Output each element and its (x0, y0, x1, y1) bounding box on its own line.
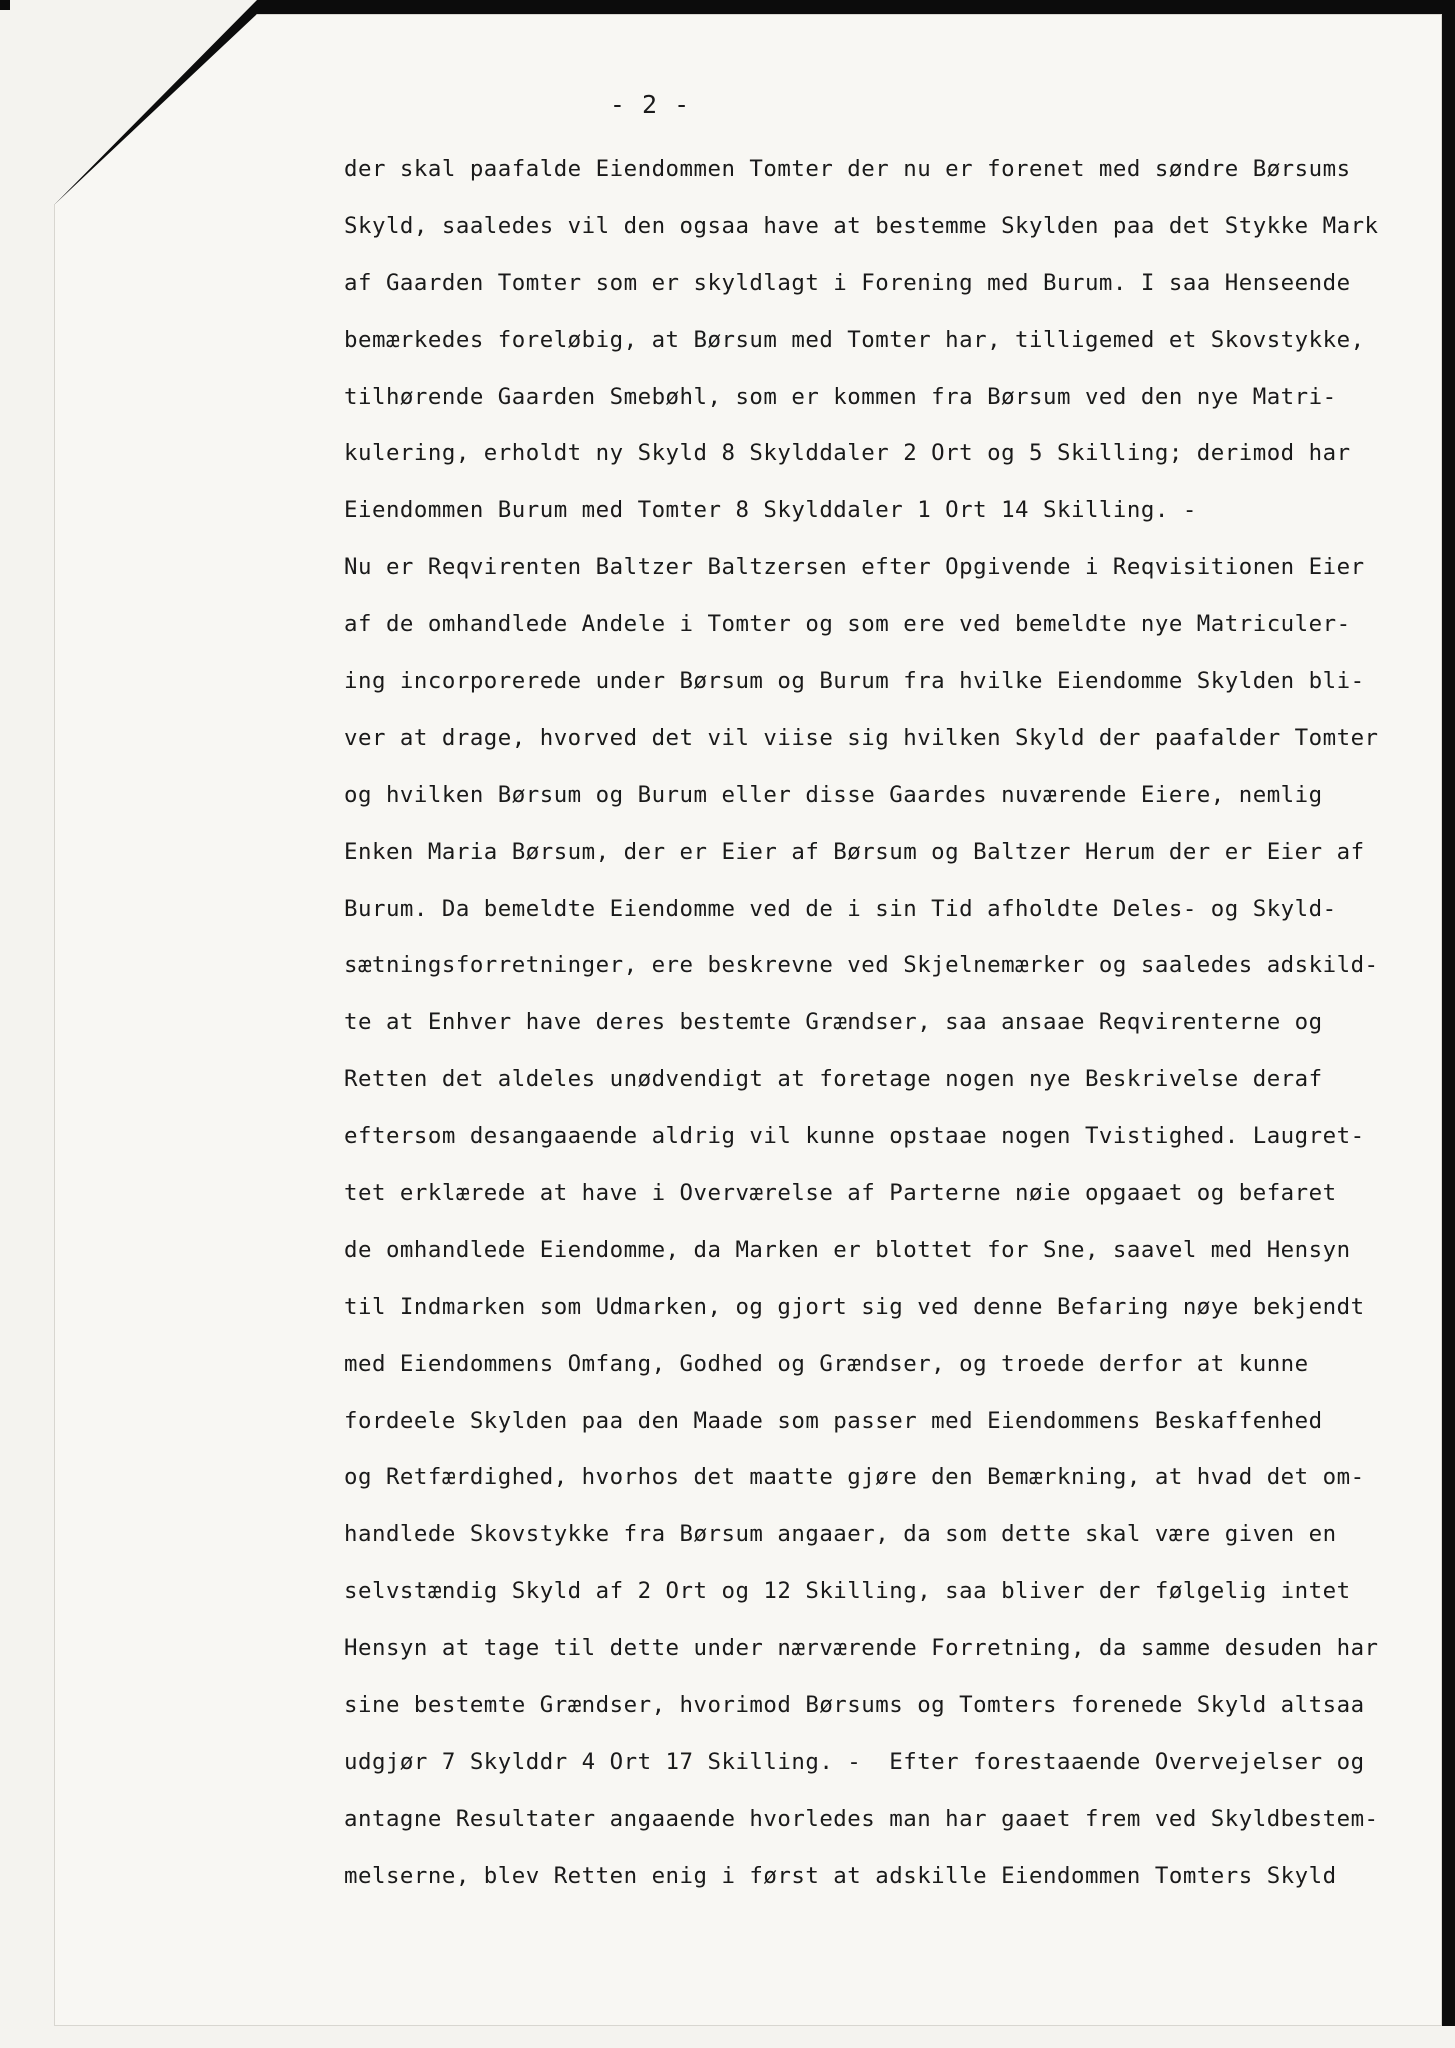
text-line: Eiendommen Burum med Tomter 8 Skylddaler 1 Ort 14 Skilling. - (344, 497, 1197, 524)
text-line: af de omhandlede Andele i Tomter og som ere ved bemeldte nye Matriculer- (344, 611, 1351, 638)
text-line: selvstændig Skyld af 2 Ort og 12 Skilling, saa bliver der følgelig intet (344, 1578, 1351, 1605)
text-line: udgjør 7 Skylddr 4 Ort 17 Skilling. - Efter forestaaende Overvejelser og (344, 1748, 1365, 1775)
text-line: antagne Resultater angaaende hvorledes man har gaaet frem ved Skyldbestem- (344, 1805, 1379, 1832)
text-line: tet erklærede at have i Overværelse af Parterne nøie opgaaet og befaret (344, 1180, 1337, 1207)
document-body (344, 150, 1404, 1914)
text-line: med Eiendommens Omfang, Godhed og Grændser, og troede derfor at kunne (344, 1350, 1309, 1377)
text-line: ver at drage, hvorved det vil viise sig hvilken Skyld der paafalder Tomter (344, 724, 1379, 751)
text-line: bemærkedes foreløbig, at Børsum med Tomter har, tilligemed et Skovstykke, (344, 326, 1365, 353)
text-line: Retten det aldeles unødvendigt at foretage nogen nye Beskrivelse deraf (344, 1066, 1323, 1093)
text-line: eftersom desangaaende aldrig vil kunne opstaae nogen Tvistighed. Laugret- (344, 1123, 1365, 1150)
text-line: der skal paafalde Eiendommen Tomter der nu er forenet med søndre Børsums (344, 156, 1351, 182)
text-line: af Gaarden Tomter som er skyldlagt i Forening med Burum. I saa Henseende (344, 269, 1351, 296)
text-line: sætningsforretninger, ere beskrevne ved Skjelnemærker og saaledes adskild- (344, 952, 1379, 979)
text-line: te at Enhver have deres bestemte Grændser, saa ansaae Reqvirenterne og (344, 1009, 1323, 1036)
text-line: fordeele Skylden paa den Maade som passer med Eiendommens Beskaffenhed (344, 1407, 1323, 1434)
text-line: og Retfærdighed, hvorhos det maatte gjøre den Bemærkning, at hvad det om- (344, 1464, 1365, 1491)
text-line: Nu er Reqvirenten Baltzer Baltzersen efter Opgivende i Reqvisitionen Eier (344, 554, 1365, 581)
text-line: de omhandlede Eiendomme, da Marken er blottet for Sne, saavel med Hensyn (344, 1236, 1351, 1263)
text-line: Hensyn at tage til dette under nærværende Forretning, da samme desuden har (344, 1635, 1379, 1662)
text-line: ing incorporerede under Børsum og Burum fra hvilke Eiendomme Skylden bli- (344, 668, 1365, 695)
text-line: sine bestemte Grændser, hvorimod Børsums og Tomters forenede Skyld altsaa (344, 1692, 1365, 1719)
text-line: Enken Maria Børsum, der er Eier af Børsum og Baltzer Herum der er Eier af (344, 838, 1365, 865)
page-number: - 2 - (609, 90, 691, 119)
text-line: til Indmarken som Udmarken, og gjort sig ved denne Befaring nøye bekjendt (344, 1293, 1365, 1320)
text-line: og hvilken Børsum og Burum eller disse Gaardes nuværende Eiere, nemlig (344, 781, 1323, 808)
text-line: kulering, erholdt ny Skyld 8 Skylddaler 2 Ort og 5 Skilling; derimod har (344, 440, 1351, 467)
text-line: Burum. Da bemeldte Eiendomme ved de i sin Tid afholdte Deles- og Skyld- (344, 895, 1337, 922)
text-line: Skyld, saaledes vil den ogsaa have at bestemme Skylden paa det Stykke Mark (344, 212, 1379, 239)
text-line: tilhørende Gaarden Smebøhl, som er kommen fra Børsum ved den nye Matri- (344, 383, 1337, 410)
text-line: melserne, blev Retten enig i først at adskille Eiendommen Tomters Skyld (344, 1862, 1337, 1889)
text-line: handlede Skovstykke fra Børsum angaaer, da som dette skal være given en (344, 1521, 1337, 1548)
